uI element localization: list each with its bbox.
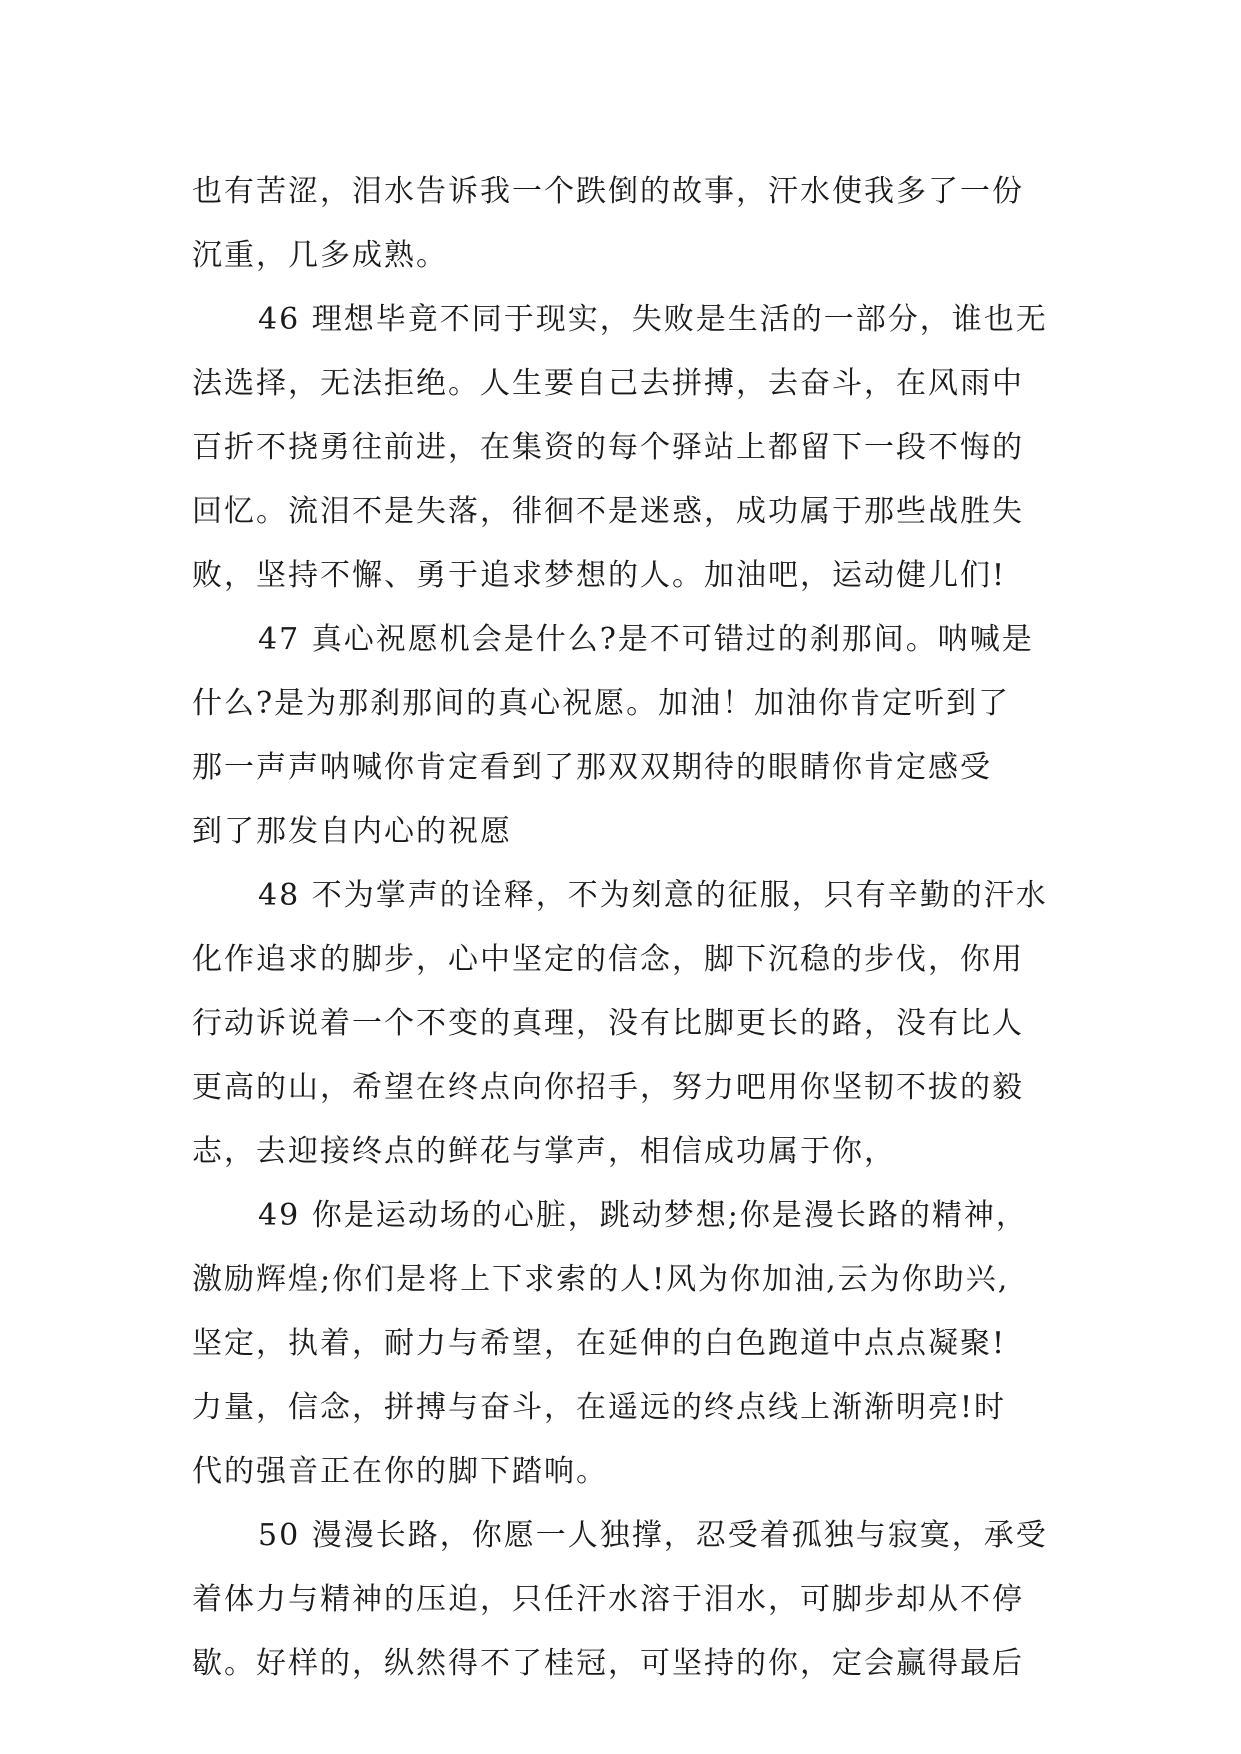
paragraph-50 [192, 1504, 1052, 1696]
text-line: 也有苦涩，泪水告诉我一个跌倒的故事，汗水使我多了一份 [192, 174, 1024, 209]
text-line: 力量，信念，拼搏与奋斗，在遥远的终点线上渐渐明亮!时 [192, 1390, 1007, 1425]
text-line: 志，去迎接终点的鲜花与掌声，相信成功属于你， [192, 1134, 896, 1169]
text-line: 回忆。流泪不是失落，徘徊不是迷惑，成功属于那些战胜失 [192, 494, 1024, 529]
text-line: 化作追求的脚步，心中坚定的信念，脚下沉稳的步伐，你用 [192, 942, 1024, 977]
text-line: 歇。好样的，纵然得不了桂冠，可坚持的你，定会赢得最后 [192, 1646, 1024, 1681]
paragraph-47 [192, 608, 1052, 864]
paragraph-continuation [192, 160, 1052, 288]
document-body [192, 160, 1052, 1696]
text-line: 48 不为掌声的诠释，不为刻意的征服，只有辛勤的汗水 [258, 878, 1048, 913]
text-line: 行动诉说着一个不变的真理，没有比脚更长的路，没有比人 [192, 1006, 1024, 1041]
text-line: 46 理想毕竟不同于现实，失败是生活的一部分，谁也无 [258, 302, 1048, 337]
text-line: 47 真心祝愿机会是什么?是不可错过的刹那间。呐喊是 [258, 622, 1034, 657]
text-line: 沉重，几多成熟。 [192, 238, 448, 273]
paragraph-49 [192, 1184, 1052, 1504]
text-line: 百折不挠勇往前进，在集资的每个驿站上都留下一段不悔的 [192, 430, 1024, 465]
text-line: 败，坚持不懈、勇于追求梦想的人。加油吧，运动健儿们! [192, 558, 1007, 593]
text-line: 那一声声呐喊你肯定看到了那双双期待的眼睛你肯定感受 [192, 750, 992, 785]
text-line: 代的强音正在你的脚下踏响。 [192, 1454, 608, 1489]
paragraph-46 [192, 288, 1052, 608]
text-line: 激励辉煌;你们是将上下求索的人!风为你加油,云为你助兴, [192, 1262, 1010, 1297]
text-line: 49 你是运动场的心脏，跳动梦想;你是漫长路的精神， [258, 1198, 1028, 1233]
text-line: 什么?是为那刹那间的真心祝愿。加油！加油你肯定听到了 [192, 686, 1011, 721]
text-line: 着体力与精神的压迫，只任汗水溶于泪水，可脚步却从不停 [192, 1582, 1024, 1617]
text-line: 50 漫漫长路，你愿一人独撑，忍受着孤独与寂寞，承受 [258, 1518, 1048, 1553]
paragraph-48 [192, 864, 1052, 1184]
text-line: 更高的山，希望在终点向你招手，努力吧用你坚韧不拔的毅 [192, 1070, 1024, 1105]
text-line: 坚定，执着，耐力与希望，在延伸的白色跑道中点点凝聚! [192, 1326, 1007, 1361]
text-line: 到了那发自内心的祝愿 [192, 814, 512, 849]
text-line: 法选择，无法拒绝。人生要自己去拼搏，去奋斗，在风雨中 [192, 366, 1024, 401]
